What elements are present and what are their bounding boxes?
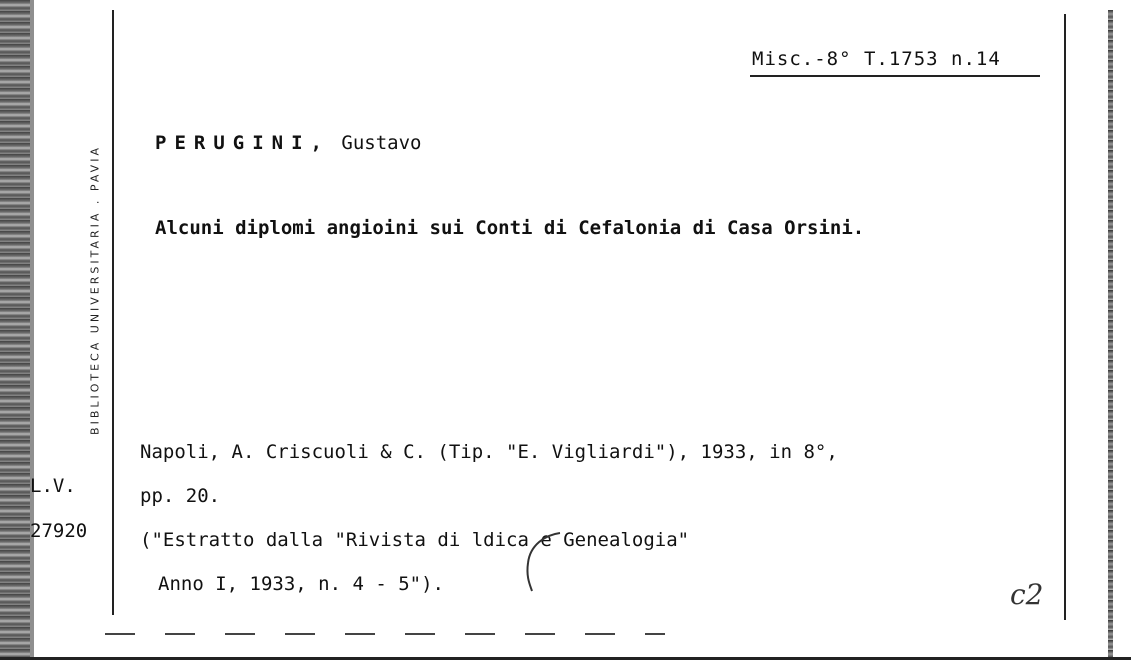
card-bottom-edge (0, 657, 1131, 660)
imprint-line: ("Estratto dalla "Rivista di ldica e Genealogia" (140, 529, 690, 551)
card-right-edge (1108, 10, 1113, 660)
author-name: Gustavo (341, 132, 422, 154)
imprint-line: pp. 20. (140, 485, 221, 507)
card-left-edge-shadow (30, 0, 34, 660)
inventory-number: 27920 (30, 520, 88, 542)
card-left-edge (0, 0, 30, 660)
right-rule (1064, 14, 1066, 620)
shelfmark-underline (750, 75, 1040, 77)
imprint-line: Anno I, 1933, n. 4 - 5"). (158, 573, 444, 595)
pencil-note: c2 (1010, 578, 1044, 611)
imprint-block (140, 430, 838, 606)
imprint-line: Napoli, A. Criscuoli & C. (Tip. "E. Vigliardi"), 1933, in 8°, (140, 441, 838, 463)
shelfmark: Misc.-8° T.1753 n.14 (752, 48, 1001, 70)
pencil-scribble (520, 525, 580, 595)
author-surname: PERUGINI, (155, 132, 330, 154)
margin-rule (112, 10, 114, 615)
library-stamp-text: BIBLIOTECA UNIVERSITARIA . PAVIA (88, 145, 102, 435)
work-title: Alcuni diplomi angioini sui Conti di Cefalonia di Casa Orsini. (155, 217, 865, 239)
author-heading (155, 132, 421, 154)
bottom-dashed-rule (105, 633, 665, 635)
location-code: L.V. (30, 475, 76, 497)
